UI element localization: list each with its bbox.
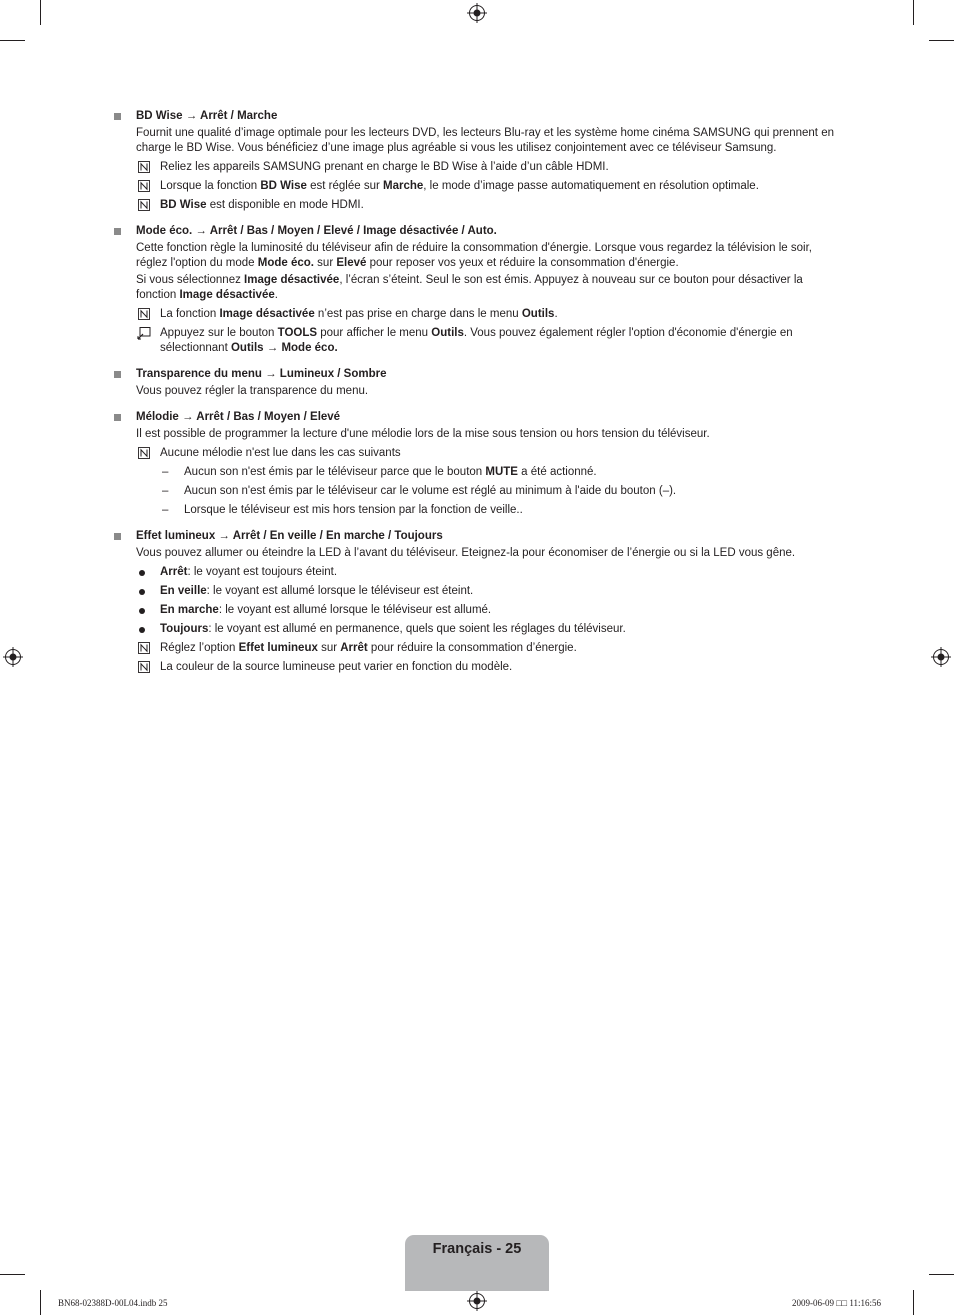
text-run: Fournit une qualité d’image optimale pour les lecteurs DVD, les lecteurs Blu-ray et les système home cinéma SAMSUNG qui prennent en charge le BD Wise. Vous bénéficiez d’une image plus agréable si vous les utilisez conjointement avec ce téléviseur Samsung. bbox=[136, 127, 834, 154]
text-run: : le voyant est toujours éteint. bbox=[187, 566, 338, 578]
bold-text: Outils bbox=[521, 308, 555, 320]
bullet-item bbox=[136, 622, 843, 637]
print-slug-timestamp: 2009-06-09 □□ 11:16:56 bbox=[792, 1298, 882, 1308]
tools-icon bbox=[137, 326, 151, 340]
text-run: sur bbox=[313, 257, 337, 269]
bold-text: Marche bbox=[383, 180, 424, 192]
crop-mark bbox=[40, 0, 41, 25]
section-paragraph bbox=[136, 546, 843, 561]
page-number-label: Français - 25 bbox=[432, 1241, 522, 1257]
item-text bbox=[184, 504, 523, 516]
section-paragraph bbox=[136, 241, 843, 271]
crop-mark bbox=[929, 1274, 954, 1275]
note-icon bbox=[137, 641, 151, 655]
text-run: sur bbox=[317, 642, 341, 654]
bullet-dot-icon bbox=[139, 608, 145, 614]
print-slug-file: BN68-02388D-00L04.indb 25 bbox=[58, 1298, 168, 1308]
registration-mark-icon bbox=[467, 3, 487, 23]
square-bullet-icon bbox=[114, 414, 121, 421]
item-text bbox=[160, 566, 337, 578]
bold-text: BD Wise bbox=[160, 199, 207, 211]
bold-text: Transparence du menu → Lumineux / Sombre bbox=[136, 368, 387, 380]
text-run: Lorsque la fonction bbox=[160, 180, 261, 192]
item-text bbox=[160, 447, 401, 459]
section-paragraph bbox=[136, 384, 843, 399]
note-icon bbox=[137, 198, 151, 212]
text-run: a été actionné. bbox=[517, 466, 597, 478]
text-run: La fonction bbox=[160, 308, 220, 320]
item-text bbox=[160, 161, 609, 173]
bold-text: En marche bbox=[160, 604, 219, 616]
text-run: Aucune mélodie n'est lue dans les cas suivants bbox=[160, 447, 401, 459]
crop-mark bbox=[0, 1274, 25, 1275]
note-icon bbox=[137, 160, 151, 174]
bullet-dot-icon bbox=[139, 627, 145, 633]
item-text bbox=[160, 585, 473, 597]
settings-section bbox=[113, 109, 843, 213]
text-run: Aucun son n'est émis par le téléviseur car le volume est réglé au minimum à l'aide du bouton (–). bbox=[184, 485, 677, 497]
dash-item bbox=[136, 465, 843, 480]
section-title bbox=[136, 410, 843, 425]
note-item bbox=[136, 198, 843, 213]
bold-text: Arrêt bbox=[340, 642, 368, 654]
bold-text: Mélodie → Arrêt / Bas / Moyen / Elevé bbox=[136, 411, 341, 423]
note-icon bbox=[137, 179, 151, 193]
bold-text: Image désactivée bbox=[219, 308, 315, 320]
settings-section bbox=[113, 529, 843, 675]
section-paragraph bbox=[136, 427, 843, 442]
bold-text: Outils → Mode éco. bbox=[230, 342, 338, 354]
text-run: Il est possible de programmer la lecture d'une mélodie lors de la mise sous tension ou hors tension du téléviseur. bbox=[136, 428, 710, 440]
bold-text: Mode éco. → Arrêt / Bas / Moyen / Elevé / Image désactivée / Auto. bbox=[136, 225, 497, 237]
note-item bbox=[136, 179, 843, 194]
text-run: est disponible en mode HDMI. bbox=[206, 199, 364, 211]
dash-marker: – bbox=[162, 485, 169, 497]
bold-text: Mode éco. bbox=[257, 257, 314, 269]
square-bullet-icon bbox=[114, 113, 121, 120]
text-run: Aucun son n'est émis par le téléviseur parce que le bouton bbox=[184, 466, 486, 478]
page-number-tab bbox=[405, 1235, 549, 1291]
text-run: pour reposer vos yeux et réduire la consommation d'énergie. bbox=[366, 257, 679, 269]
text-run: , le mode d’image passe automatiquement en résolution optimale. bbox=[423, 180, 759, 192]
text-run: Si vous sélectionnez bbox=[136, 274, 245, 286]
bullet-dot-icon bbox=[139, 589, 145, 595]
text-run: est réglée sur bbox=[306, 180, 383, 192]
text-run: : le voyant est allumé en permanence, quels que soient les réglages du téléviseur. bbox=[208, 623, 626, 635]
bold-text: Effet lumineux → Arrêt / En veille / En marche / Toujours bbox=[136, 530, 443, 542]
item-text bbox=[160, 604, 491, 616]
text-run: Réglez l’option bbox=[160, 642, 239, 654]
crop-mark bbox=[929, 40, 954, 41]
bold-text: Image désactivée bbox=[244, 274, 340, 286]
note-icon bbox=[137, 307, 151, 321]
square-bullet-icon bbox=[114, 533, 121, 540]
text-run: Appuyez sur le bouton bbox=[160, 327, 278, 339]
item-text bbox=[160, 180, 759, 192]
note-icon bbox=[137, 660, 151, 674]
bullet-item bbox=[136, 584, 843, 599]
item-text bbox=[160, 642, 577, 654]
text-run: pour afficher le menu bbox=[317, 327, 432, 339]
text-run: , l’écran s’éteint. Seul le son est émis. Appuyez à nouveau sur ce bouton pour désactiver la fonction bbox=[136, 274, 803, 301]
bold-text: Toujours bbox=[160, 623, 209, 635]
tools-item bbox=[136, 326, 843, 356]
bold-text: Image désactivée bbox=[179, 289, 275, 301]
note-item bbox=[136, 307, 843, 322]
bold-text: BD Wise bbox=[260, 180, 307, 192]
settings-section bbox=[113, 367, 843, 399]
settings-section bbox=[113, 224, 843, 356]
text-run: Cette fonction règle la luminosité du téléviseur afin de réduire la consommation d'énergie. Lorsque vous regardez la télévision le soir, réglez l'option du mode bbox=[136, 242, 812, 269]
settings-section bbox=[113, 410, 843, 518]
note-item bbox=[136, 660, 843, 675]
bold-text: Arrêt bbox=[160, 566, 188, 578]
crop-mark bbox=[913, 0, 914, 25]
manual-content bbox=[113, 109, 843, 686]
section-title bbox=[136, 224, 843, 239]
section-paragraph bbox=[136, 126, 843, 156]
bullet-item bbox=[136, 565, 843, 580]
text-run: Vous pouvez régler la transparence du menu. bbox=[136, 385, 369, 397]
bold-text: Outils bbox=[431, 327, 464, 339]
text-run: La couleur de la source lumineuse peut varier en fonction du modèle. bbox=[160, 661, 513, 673]
text-run: . bbox=[274, 289, 278, 301]
text-run: pour réduire la consommation d’énergie. bbox=[367, 642, 577, 654]
note-item bbox=[136, 641, 843, 656]
text-run: Lorsque le téléviseur est mis hors tension par la fonction de veille.. bbox=[184, 504, 523, 516]
text-run: . Vous pouvez également régler l'option d'économie d'énergie en sélectionnant bbox=[160, 327, 793, 354]
text-run: . bbox=[554, 308, 558, 320]
section-title bbox=[136, 529, 843, 544]
crop-mark bbox=[913, 1290, 914, 1315]
bold-text: TOOLS bbox=[277, 327, 318, 339]
dash-marker: – bbox=[162, 466, 169, 478]
item-text bbox=[160, 308, 558, 320]
bold-text: Elevé bbox=[336, 257, 367, 269]
item-text bbox=[160, 623, 626, 635]
registration-mark-icon bbox=[467, 1291, 487, 1311]
text-run: n’est pas prise en charge dans le menu bbox=[314, 308, 522, 320]
dash-item bbox=[136, 503, 843, 518]
dash-marker: – bbox=[162, 504, 169, 516]
registration-mark-icon bbox=[931, 647, 951, 667]
text-run: : le voyant est allumé lorsque le téléviseur est éteint. bbox=[206, 585, 474, 597]
item-text bbox=[160, 199, 364, 211]
dash-item bbox=[136, 484, 843, 499]
bold-text: En veille bbox=[160, 585, 207, 597]
crop-mark bbox=[40, 1290, 41, 1315]
bold-text: MUTE bbox=[485, 466, 518, 478]
text-run: : le voyant est allumé lorsque le téléviseur est allumé. bbox=[218, 604, 492, 616]
text-run: Reliez les appareils SAMSUNG prenant en charge le BD Wise à l’aide d’un câble HDMI. bbox=[160, 161, 609, 173]
note-icon bbox=[137, 446, 151, 460]
item-text bbox=[184, 466, 597, 478]
square-bullet-icon bbox=[114, 228, 121, 235]
note-item bbox=[136, 446, 843, 461]
section-title bbox=[136, 109, 843, 124]
item-text bbox=[184, 485, 676, 497]
crop-mark bbox=[0, 40, 25, 41]
bold-text: BD Wise → Arrêt / Marche bbox=[136, 110, 278, 122]
note-item bbox=[136, 160, 843, 175]
item-text bbox=[160, 661, 512, 673]
square-bullet-icon bbox=[114, 371, 121, 378]
section-paragraph bbox=[136, 273, 843, 303]
text-run: Vous pouvez allumer ou éteindre la LED à l’avant du téléviseur. Eteignez-la pour économiser de l’énergie ou si la LED vous gêne. bbox=[136, 547, 796, 559]
item-text bbox=[160, 327, 793, 354]
registration-mark-icon bbox=[3, 647, 23, 667]
bullet-dot-icon bbox=[139, 570, 145, 576]
bullet-item bbox=[136, 603, 843, 618]
section-title bbox=[136, 367, 843, 382]
bold-text: Effet lumineux bbox=[238, 642, 318, 654]
